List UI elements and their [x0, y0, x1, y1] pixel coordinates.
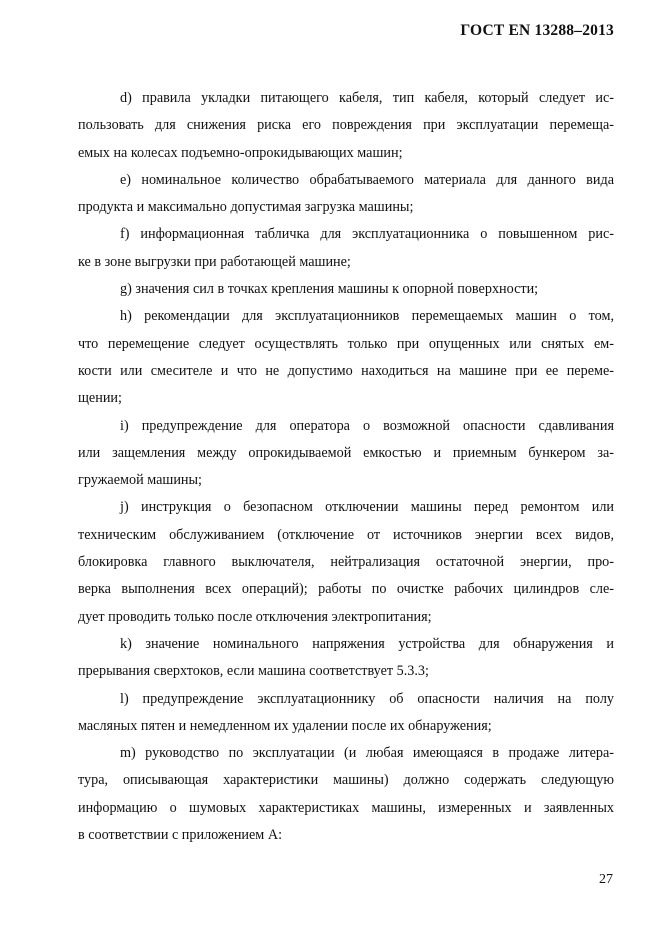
- text-line: емых на колесах подъемно-опрокидывающих машин;: [78, 144, 403, 161]
- text-line: h) рекомендации для эксплуатационников перемещаемых машин о том,: [120, 308, 614, 325]
- list-item-g: [78, 276, 614, 303]
- text-line: d) правила укладки питающего кабеля, тип кабеля, который следует ис-: [120, 90, 614, 106]
- text-line: гружаемой машины;: [78, 472, 203, 489]
- list-item-i: [78, 413, 614, 495]
- list-item-k: [78, 631, 614, 686]
- list-item-l: [78, 686, 614, 741]
- document-header-standard: ГОСТ EN 13288–2013: [460, 22, 614, 39]
- text-line: или защемления между опрокидываемой емкостью и приемным бункером за-: [78, 444, 614, 461]
- text-line: тура, описывающая характеристики машины) должно содержать следующую: [78, 772, 614, 789]
- list-item-e: [78, 167, 614, 222]
- text-line: информацию о шумовых характеристиках машины, измеренных и заявленных: [78, 799, 614, 816]
- list-item-f: [78, 221, 614, 276]
- text-line: масляных пятен и немедленном их удалении после их обнаружения;: [78, 717, 492, 734]
- list-item-h: [78, 303, 614, 412]
- text-line: техническим обслуживанием (отключение от источников энергии всех видов,: [78, 526, 614, 543]
- document-body: [78, 85, 614, 849]
- text-line: k) значение номинального напряжения устройства для обнаружения и: [120, 635, 614, 652]
- list-item-m: [78, 740, 614, 849]
- text-line: f) информационная табличка для эксплуатационника о повышенном рис-: [120, 226, 614, 243]
- text-line: g) значения сил в точках крепления машины к опорной поверхности;: [120, 281, 539, 298]
- list-item-j: [78, 494, 614, 630]
- list-item-d: [78, 85, 614, 167]
- text-line: блокировка главного выключателя, нейтрализация остаточной энергии, про-: [78, 554, 614, 571]
- text-line: l) предупреждение эксплуатационнику об опасности наличия на полу: [120, 690, 614, 707]
- text-line: m) руководство по эксплуатации (и любая имеющаяся в продаже литера-: [120, 745, 614, 762]
- text-line: прерывания сверхтоков, если машина соответствует 5.3.3;: [78, 663, 429, 680]
- text-line: что перемещение следует осуществлять только при опущенных или снятых ем-: [78, 335, 614, 352]
- text-line: ке в зоне выгрузки при работающей машине;: [78, 253, 351, 270]
- text-line: кости или смесителе и что не допустимо находиться на машине при ее переме-: [78, 362, 614, 379]
- text-line: i) предупреждение для оператора о возможной опасности сдавливания: [120, 417, 614, 434]
- text-line: пользовать для снижения риска его повреждения при эксплуатации перемеща-: [78, 117, 614, 134]
- text-line: e) номинальное количество обрабатываемого материала для данного вида: [120, 171, 614, 188]
- text-line: щении;: [78, 390, 122, 407]
- text-line: j) инструкция о безопасном отключении машины перед ремонтом или: [120, 499, 614, 516]
- text-line: в соответствии с приложением А:: [78, 827, 283, 844]
- text-line: верка выполнения всех операций); работы по очистке рабочих цилиндров сле-: [78, 581, 614, 598]
- page-number: 27: [599, 872, 613, 887]
- text-line: дует проводить только после отключения электропитания;: [78, 608, 432, 625]
- text-line: продукта и максимально допустимая загрузка машины;: [78, 199, 414, 216]
